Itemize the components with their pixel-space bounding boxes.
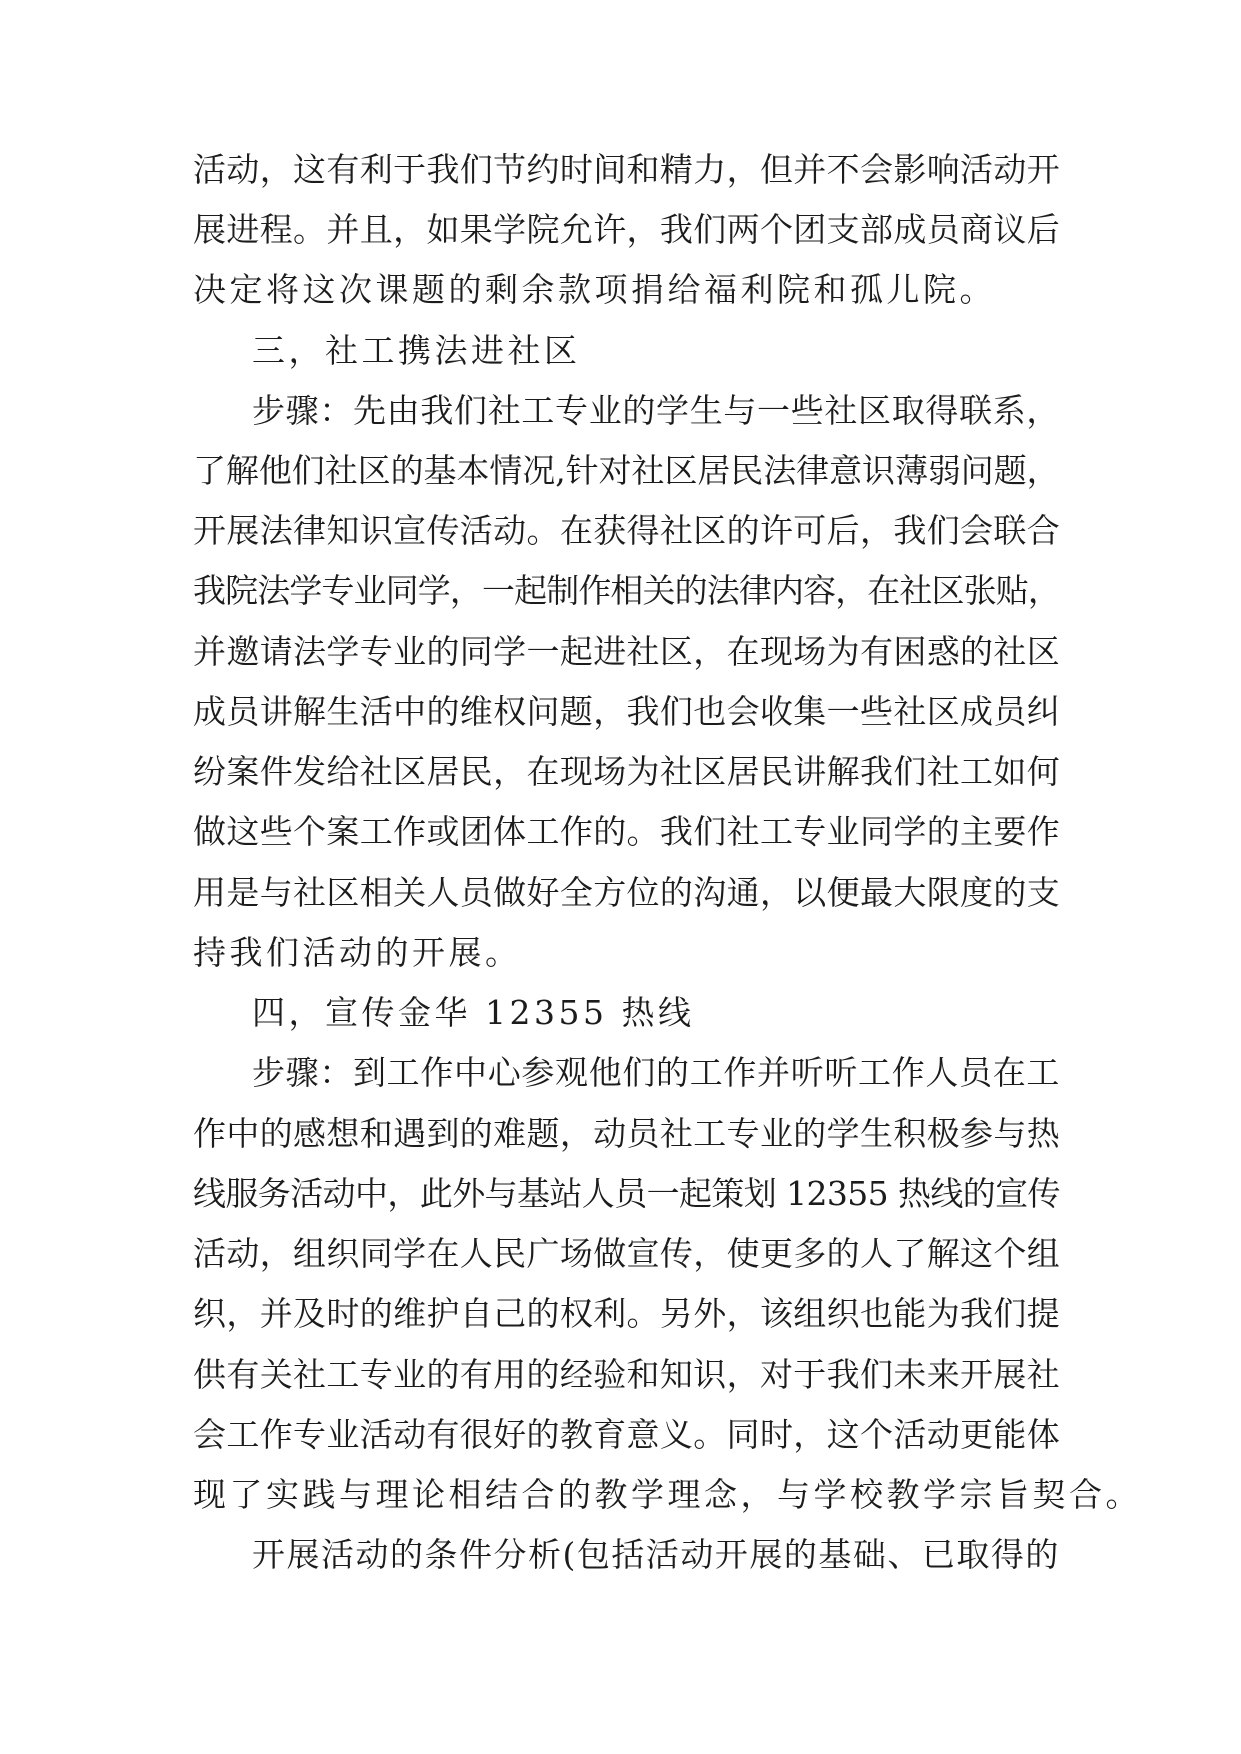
text-line-21: 供有关社工专业的有用的经验和知识，对于我们未来开展社	[193, 1355, 1061, 1394]
text-line-12: 做这些个案工作或团体工作的。我们社工专业同学的主要作	[193, 812, 1061, 851]
text-line-17: 作中的感想和遇到的难题，动员社工专业的学生积极参与热	[193, 1114, 1061, 1153]
text-line-24: 开展活动的条件分析(包括活动开展的基础、已取得的	[252, 1535, 1060, 1574]
text-line-23: 现了实践与理论相结合的教学理念，与学校教学宗旨契合。	[193, 1475, 1142, 1514]
text-line-18: 线服务活动中，此外与基站人员一起策划 12355 热线的宣传	[193, 1174, 1060, 1213]
text-line-19: 活动，组织同学在人民广场做宣传，使更多的人了解这个组	[193, 1234, 1061, 1273]
text-line-7: 开展法律知识宣传活动。在获得社区的许可后，我们会联合	[193, 511, 1061, 550]
text-line-9: 并邀请法学专业的同学一起进社区，在现场为有困惑的社区	[193, 632, 1061, 671]
text-line-16: 步骤：到工作中心参观他们的工作并听听工作人员在工	[252, 1053, 1061, 1092]
section-heading-4: 四，宣传金华 12355 热线	[252, 993, 695, 1032]
text-line-10: 成员讲解生活中的维权问题，我们也会收集一些社区成员纠	[193, 692, 1061, 731]
text-line-14: 持我们活动的开展。	[193, 933, 522, 972]
text-line-22: 会工作专业活动有很好的教育意义。同时，这个活动更能体	[193, 1415, 1061, 1454]
text-line-11: 纷案件发给社区居民，在现场为社区居民讲解我们社工如何	[193, 752, 1061, 791]
text-line-6: 了解他们社区的基本情况,针对社区居民法律意识薄弱问题，	[193, 451, 1060, 490]
section-heading-3: 三，社工携法进社区	[252, 331, 581, 370]
text-line-13: 用是与社区相关人员做好全方位的沟通，以便最大限度的支	[193, 873, 1061, 912]
text-line-1: 活动，这有利于我们节约时间和精力，但并不会影响活动开	[193, 150, 1061, 189]
text-line-2: 展进程。并且，如果学院允许，我们两个团支部成员商议后	[193, 210, 1061, 249]
text-line-8: 我院法学专业同学，一起制作相关的法律内容，在社区张贴，	[193, 571, 1060, 610]
text-line-20: 织，并及时的维护自己的权利。另外，该组织也能为我们提	[193, 1294, 1061, 1333]
text-line-3: 决定将这次课题的剩余款项捐给福利院和孤儿院。	[193, 270, 996, 309]
text-line-5: 步骤：先由我们社工专业的学生与一些社区取得联系，	[252, 391, 1061, 430]
